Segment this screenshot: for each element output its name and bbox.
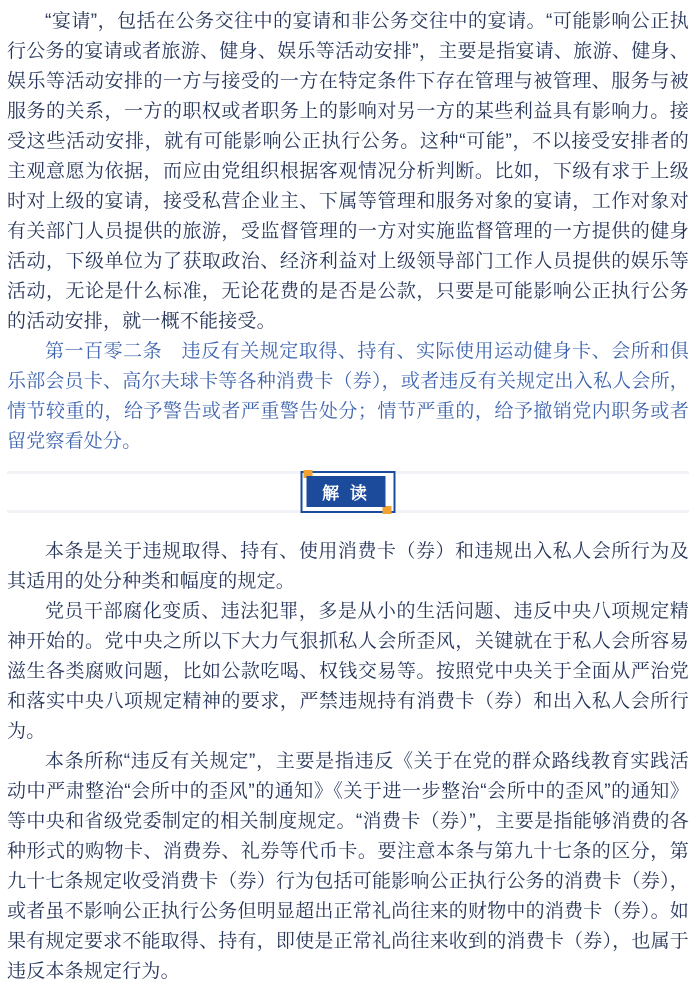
badge-corner-bottom-right <box>383 506 392 514</box>
interpretation-badge-label: 解 读 <box>307 476 386 507</box>
regulation-commentary-page <box>7 7 689 987</box>
commentary-paragraph-banquet: “宴请”，包括在公务交往中的宴请和非公务交往中的宴请。“可能影响公正执行公务的宴请或者旅游、健身、娱乐等活动安排”，主要是指宴请、旅游、健身、娱乐等活动安排的一方与接受的一方在特定条件下存在管理与被管理、服务与被服务的关系，一方的职权或者职务上的影响对另一方的某些利益具有影响力。接受这些活动安排，就有可能影响公正执行公务。这种“可能”，不以接受安排者的主观意愿为依据，而应由党组织根据客观情况分析判断。比如，下级有求于上级时对上级的宴请，接受私营企业主、下属等管理和服务对象的宴请，工作对象对有关部门人员提供的旅游，受监督管理的一方对实施监督管理的一方提供的健身活动，下级单位为了获取政治、经济利益对上级领导部门工作人员提供的娱乐等活动，无论是什么标准，无论花费的是否是公款，只要是可能影响公正执行公务的活动安排，就一概不能接受。 <box>7 11 689 332</box>
interpretation-divider <box>7 471 689 513</box>
interpretation-paragraph-definitions: 本条所称“违反有关规定”，主要是指违反《关于在党的群众路线教育实践活动中严肃整治“会所中的歪风”的通知》《关于进一步整治“会所中的歪风”的通知》等中央和省级党委制定的相关制度规定。“消费卡（券）”，主要是指能够消费的各种形式的购物卡、消费券、礼券等代币卡。要注意本条与第九十七条的区分，第九十七条规定收受消费卡（券）行为包括可能影响公正执行公务的消费卡（券），或者虽不影响公正执行公务但明显超出正常礼尚往来的财物中的消费卡（券）。如果有规定要求不能取得、持有，即使是正常礼尚往来收到的消费卡（券），也属于违反本条规定行为。 <box>7 751 689 982</box>
interpretation-badge <box>301 471 396 513</box>
article-102-text: 第一百零二条 违反有关规定取得、持有、实际使用运动健身卡、会所和俱乐部会员卡、高尔夫球卡等各种消费卡（券），或者违反有关规定出入私人会所，情节较重的，给予警告或者严重警告处分；情节严重的，给予撤销党内职务或者留党察看处分。 <box>7 341 689 452</box>
interpretation-paragraph-scope: 本条是关于违规取得、持有、使用消费卡（券）和违规出入私人会所行为及其适用的处分种类和幅度的规定。 <box>7 541 689 592</box>
interpretation-paragraph-background: 党员干部腐化变质、违法犯罪，多是从小的生活问题、违反中央八项规定精神开始的。党中央之所以下大力气狠抓私人会所歪风，关键就在于私人会所容易滋生各类腐败问题，比如公款吃喝、权钱交易等。按照党中央关于全面从严治党和落实中央八项规定精神的要求，严禁违规持有消费卡（券）和出入私人会所行为。 <box>7 601 689 742</box>
